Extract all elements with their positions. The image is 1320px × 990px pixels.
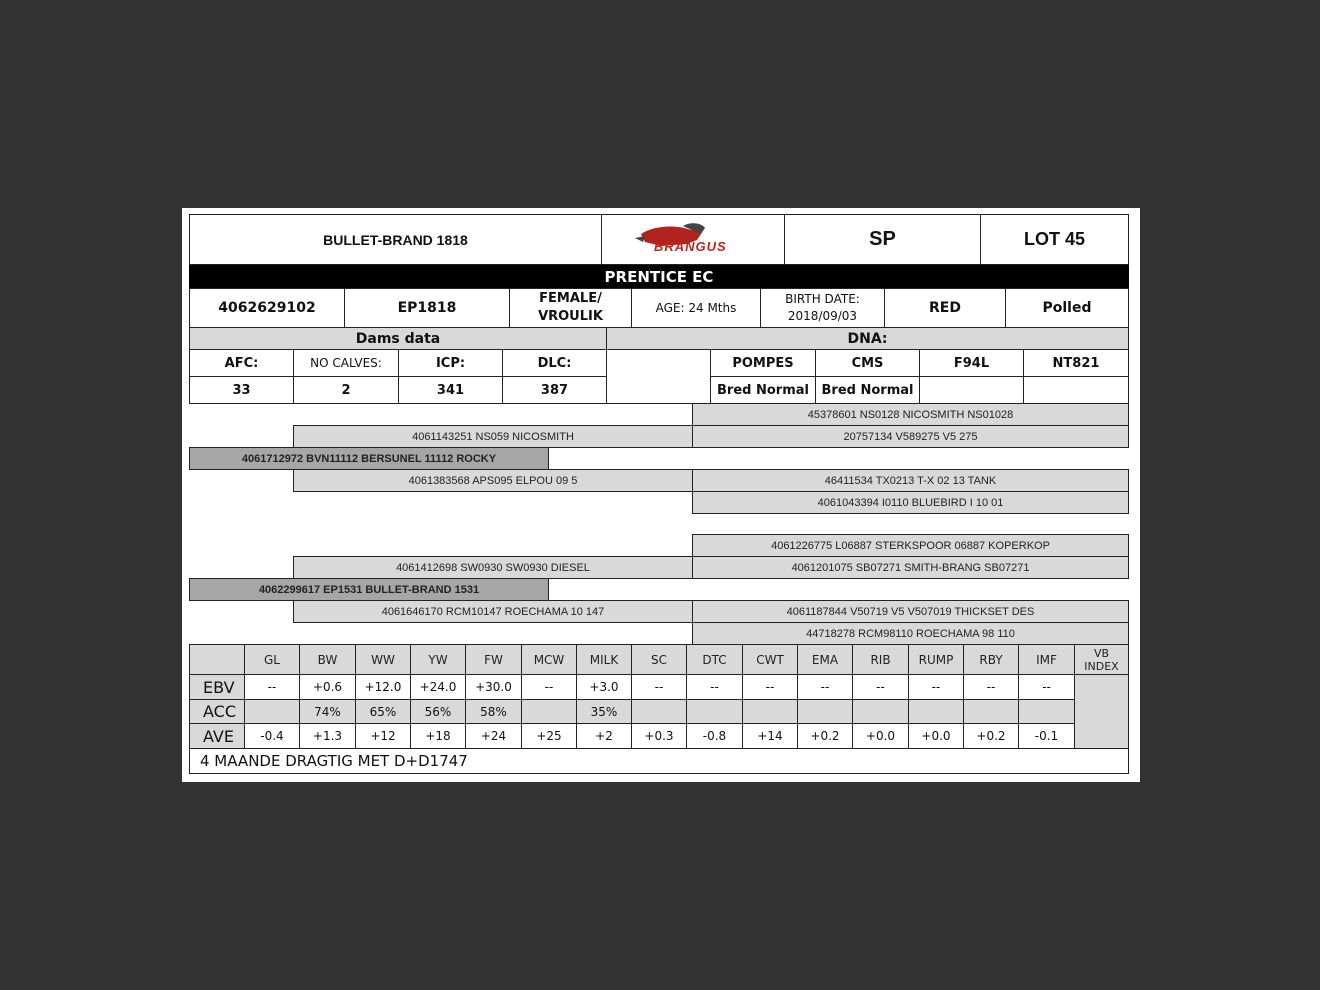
perf-ebv-rib: -- — [852, 674, 909, 700]
perf-index-value — [1074, 674, 1129, 749]
dna-spacer — [606, 349, 711, 404]
perf-ave-fw: +24 — [465, 723, 522, 749]
perf-header-rby: RBY — [963, 644, 1019, 675]
perf-acc-sc — [631, 699, 687, 724]
pedigree-dam-sire-sire: 4061226775 L06887 STERKSPOOR 06887 KOPERKOP — [692, 534, 1129, 557]
logo-text: BRANGUS — [654, 239, 727, 254]
perf-header-ww: WW — [355, 644, 411, 675]
afc-label: AFC: — [189, 349, 294, 377]
perf-header-dtc: DTC — [686, 644, 743, 675]
perf-acc-imf — [1018, 699, 1075, 724]
perf-acc-ww: 65% — [355, 699, 411, 724]
perf-ebv-sc: -- — [631, 674, 687, 700]
perf-acc-bw: 74% — [299, 699, 356, 724]
perf-acc-dtc — [686, 699, 743, 724]
dna-cms-label: CMS — [815, 349, 920, 377]
perf-ebv-ww: +12.0 — [355, 674, 411, 700]
perf-ave-imf: -0.1 — [1018, 723, 1075, 749]
perf-ave-bw: +1.3 — [299, 723, 356, 749]
code: SP — [784, 214, 981, 265]
dna-nt821-value — [1023, 376, 1129, 404]
birth-date: 2018/09/03 — [787, 309, 858, 323]
perf-row-label-acc: ACC — [189, 699, 245, 724]
perf-ave-mcw: +25 — [521, 723, 577, 749]
brangus-logo — [601, 214, 785, 265]
perf-header-yw: YW — [410, 644, 466, 675]
dlc-label: DLC: — [502, 349, 607, 377]
perf-ebv-rump: -- — [908, 674, 964, 700]
perf-ebv-imf: -- — [1018, 674, 1075, 700]
perf-ave-sc: +0.3 — [631, 723, 687, 749]
perf-ebv-yw: +24.0 — [410, 674, 466, 700]
perf-ave-rby: +0.2 — [963, 723, 1019, 749]
afc-value: 33 — [189, 376, 294, 404]
lot-number: LOT 45 — [980, 214, 1129, 265]
perf-acc-rib — [852, 699, 909, 724]
icp-value: 341 — [398, 376, 503, 404]
birth-date-cell — [760, 288, 885, 328]
dna-f94l-label: F94L — [919, 349, 1024, 377]
perf-acc-gl — [244, 699, 300, 724]
birth-date-label: BIRTH DATE: — [785, 292, 860, 306]
perf-header-gl: GL — [244, 644, 300, 675]
dna-pompes-value: Bred Normal — [710, 376, 816, 404]
perf-ebv-gl: -- — [244, 674, 300, 700]
no-calves-label: NO CALVES: — [293, 349, 399, 377]
dna-f94l-value — [919, 376, 1024, 404]
pedigree-sire-sire-sire: 45378601 NS0128 NICOSMITH NS01028 — [692, 403, 1129, 426]
breeder-name: PRENTICE EC — [189, 265, 1129, 289]
pedigree-sire-dam-dam: 4061043394 I0110 BLUEBIRD I 10 01 — [692, 491, 1129, 514]
dlc-value: 387 — [502, 376, 607, 404]
perf-header-mcw: MCW — [521, 644, 577, 675]
icp-label: ICP: — [398, 349, 503, 377]
perf-ave-cwt: +14 — [742, 723, 798, 749]
dna-cms-value: Bred Normal — [815, 376, 920, 404]
perf-header-rib: RIB — [852, 644, 909, 675]
perf-ave-rump: +0.0 — [908, 723, 964, 749]
perf-header-sc: SC — [631, 644, 687, 675]
perf-ave-dtc: -0.8 — [686, 723, 743, 749]
pedigree-dam-dam-dam: 44718278 RCM98110 ROECHAMA 98 110 — [692, 622, 1129, 645]
perf-row-label-ave: AVE — [189, 723, 245, 749]
perf-header-imf: IMF — [1018, 644, 1075, 675]
perf-ebv-fw: +30.0 — [465, 674, 522, 700]
perf-ave-yw: +18 — [410, 723, 466, 749]
perf-ave-ema: +0.2 — [797, 723, 853, 749]
dna-pompes-label: POMPES — [710, 349, 816, 377]
perf-header-milk: MILK — [576, 644, 632, 675]
pedigree-dam-sire: 4061412698 SW0930 SW0930 DIESEL — [293, 556, 693, 579]
dna-title: DNA: — [606, 327, 1129, 350]
perf-ebv-cwt: -- — [742, 674, 798, 700]
perf-acc-cwt — [742, 699, 798, 724]
perf-header-blank — [189, 644, 245, 675]
perf-acc-rby — [963, 699, 1019, 724]
animal-name: BULLET-BRAND 1818 — [189, 214, 602, 265]
sex: FEMALE/ VROULIK — [509, 288, 632, 328]
pedigree-sire-dam: 4061383568 APS095 ELPOU 09 5 — [293, 469, 693, 492]
pedigree-sire-sire-dam: 20757134 V589275 V5 275 — [692, 425, 1129, 448]
perf-ebv-ema: -- — [797, 674, 853, 700]
perf-ebv-dtc: -- — [686, 674, 743, 700]
pedigree-sire-dam-sire: 46411534 TX0213 T-X 02 13 TANK — [692, 469, 1129, 492]
horn-status: Polled — [1005, 288, 1129, 328]
perf-ebv-bw: +0.6 — [299, 674, 356, 700]
perf-ebv-milk: +3.0 — [576, 674, 632, 700]
perf-acc-ema — [797, 699, 853, 724]
ear-tag: EP1818 — [344, 288, 510, 328]
perf-ebv-mcw: -- — [521, 674, 577, 700]
pedigree-dam: 4062299617 EP1531 BULLET-BRAND 1531 — [189, 578, 549, 601]
perf-header-bw: BW — [299, 644, 356, 675]
pedigree-dam-dam: 4061646170 RCM10147 ROECHAMA 10 147 — [293, 600, 693, 623]
no-calves-value: 2 — [293, 376, 399, 404]
perf-ave-milk: +2 — [576, 723, 632, 749]
animal-id: 4062629102 — [189, 288, 345, 328]
pedigree-dam-dam-sire: 4061187844 V50719 V5 V507019 THICKSET DES — [692, 600, 1129, 623]
pedigree-sire-sire: 4061143251 NS059 NICOSMITH — [293, 425, 693, 448]
perf-acc-rump — [908, 699, 964, 724]
colour: RED — [884, 288, 1006, 328]
perf-header-ema: EMA — [797, 644, 853, 675]
perf-header-rump: RUMP — [908, 644, 964, 675]
perf-header-cwt: CWT — [742, 644, 798, 675]
pedigree-sire: 4061712972 BVN11112 BERSUNEL 11112 ROCKY — [189, 447, 549, 470]
lot-card — [182, 208, 1140, 782]
pedigree-dam-sire-dam: 4061201075 SB07271 SMITH-BRANG SB07271 — [692, 556, 1129, 579]
perf-header-fw: FW — [465, 644, 522, 675]
remarks-note: 4 MAANDE DRAGTIG MET D+D1747 — [189, 748, 1129, 774]
perf-acc-mcw — [521, 699, 577, 724]
perf-acc-yw: 56% — [410, 699, 466, 724]
perf-ave-gl: -0.4 — [244, 723, 300, 749]
perf-acc-fw: 58% — [465, 699, 522, 724]
dna-nt821-label: NT821 — [1023, 349, 1129, 377]
perf-header-vb-index: VB INDEX — [1074, 644, 1129, 675]
perf-ave-rib: +0.0 — [852, 723, 909, 749]
age: AGE: 24 Mths — [631, 288, 761, 328]
perf-acc-milk: 35% — [576, 699, 632, 724]
dams-data-title: Dams data — [189, 327, 607, 350]
perf-ebv-rby: -- — [963, 674, 1019, 700]
perf-row-label-ebv: EBV — [189, 674, 245, 700]
perf-ave-ww: +12 — [355, 723, 411, 749]
